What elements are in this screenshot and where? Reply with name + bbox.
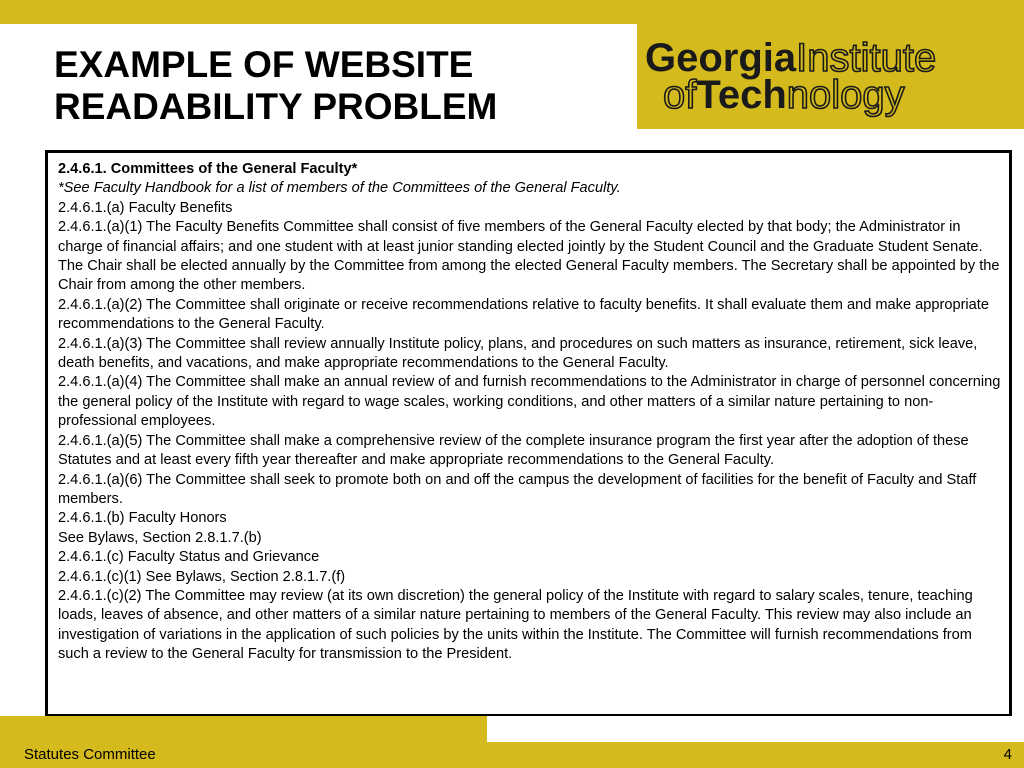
statute-paragraph: 2.4.6.1.(a)(1) The Faculty Benefits Committee shall consist of five members of the General Faculty elected by that body; the Administrator in charge of financial affairs; and one student with at least junior standing elected jointly by the Student Council and the Graduate Student Senate. The Chair shall be elected annually by the Committee from among the elected General Faculty members. The Secretary shall be appointed by the Chair from among the other members. [58,219,1000,294]
statute-paragraph: 2.4.6.1.(a)(3) The Committee shall review annually Institute policy, plans, and procedures on such matters as insurance, retirement, sick leave, death benefits, and vacations, and make appropriate recommendations to the General Faculty. [58,335,978,372]
statute-paragraph: 2.4.6.1.(a)(2) The Committee shall originate or receive recommendations relative to faculty benefits. It shall evaluate them and make appropriate recommendations to the General Faculty. [58,296,989,333]
statute-text [58,160,1002,665]
logo-nology-text: nology [786,73,905,117]
top-accent-band [0,0,1024,24]
section-heading: 2.4.6.1. Committees of the General Faculty* [58,161,358,177]
statute-paragraph: 2.4.6.1.(a)(6) The Committee shall seek to promote both on and off the campus the development of facilities for the benefit of Faculty and Staff members. [58,471,977,507]
logo-institute-text: Institute [796,36,937,80]
statute-paragraph: 2.4.6.1.(a)(5) The Committee shall make a comprehensive review of the complete insurance program the first year after the adoption of these Statutes and at least every fifth year thereafter and make appropriate recommendations to the General Faculty. [58,432,969,469]
slide-title [54,44,624,128]
logo-of-text: of [663,73,697,117]
statute-paragraph: 2.4.6.1.(a) Faculty Benefits [58,199,233,216]
statute-paragraph: See Bylaws, Section 2.8.1.7.(b) [58,529,262,546]
slide-title-line-1: EXAMPLE OF WEBSITE [54,44,474,85]
logo-tech-text: Tech [696,73,787,117]
statute-text-box [45,150,1012,717]
statute-paragraph: 2.4.6.1.(c)(2) The Committee may review (at its own discretion) the general policy of the Institute with regard to salary scales, tenure, teaching loads, leaves of absence, and other matters of a similar nature pertaining to members of the General Faculty. This review may also include an investigation of variations in the application of such policies by the units within the Institute. The Committee will furnish recommendations from such a review to the General Faculty for transmission to the President. [58,587,973,663]
statute-paragraph: 2.4.6.1.(b) Faculty Honors [58,510,227,527]
georgia-tech-logo-wordmark [637,24,1024,129]
handbook-note: *See Faculty Handbook for a list of members of the Committees of the General Faculty. [58,180,621,197]
slide-page-number: 4 [1003,746,1012,763]
slide-title-line-2: READABILITY PROBLEM [54,86,498,127]
svg-text:ofTechnology [663,73,905,117]
georgia-tech-logo [637,24,1024,129]
logo-georgia-text: Georgia [645,36,797,80]
footer-committee-label: Statutes Committee [24,746,156,763]
statute-paragraph: 2.4.6.1.(a)(4) The Committee shall make an annual review of and furnish recommendations to the Administrator in charge of personnel concerning the general policy of the Institute with regard to wage scales, working conditions, and other matters of a similar nature pertaining to non-professional employees. [58,374,1001,430]
statute-paragraph: 2.4.6.1.(c) Faculty Status and Grievance [58,549,320,566]
statute-paragraph: 2.4.6.1.(c)(1) See Bylaws, Section 2.8.1.7.(f) [58,568,346,585]
footer-white-notch [487,716,1024,742]
